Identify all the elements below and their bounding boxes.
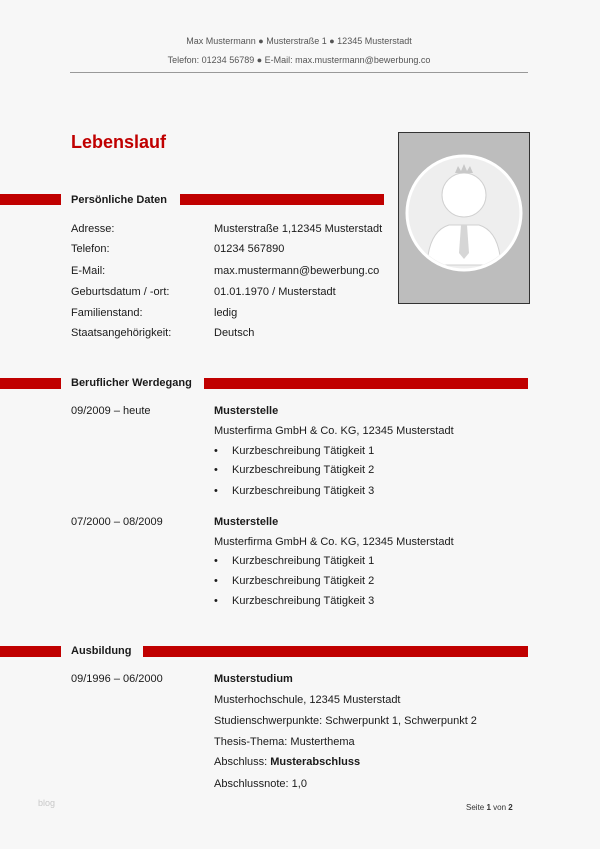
- section-bar-right: [204, 378, 528, 389]
- education-grade: Abschlussnote: 1,0: [214, 778, 307, 790]
- label-address: Adresse:: [71, 223, 115, 235]
- page-number: [466, 803, 513, 812]
- page-total: 2: [508, 803, 513, 812]
- bullet-icon: •: [214, 595, 218, 607]
- education-school: Musterhochschule, 12345 Musterstadt: [214, 694, 401, 706]
- education-program: Musterstudium: [214, 673, 293, 685]
- header-contact-line-1: Max Mustermann ● Musterstraße 1 ● 12345 Musterstadt: [186, 36, 412, 46]
- section-heading-education: Ausbildung: [71, 645, 132, 657]
- career-task-text: Kurzbeschreibung Tätigkeit 2: [232, 575, 375, 587]
- career-period: 07/2000 – 08/2009: [71, 516, 163, 528]
- section-heading-personal: Persönliche Daten: [71, 194, 167, 206]
- career-company: Musterfirma GmbH & Co. KG, 12345 Musterstadt: [214, 425, 454, 437]
- label-phone: Telefon:: [71, 243, 110, 255]
- profile-photo-placeholder: [398, 132, 530, 304]
- career-task-text: Kurzbeschreibung Tätigkeit 1: [232, 445, 375, 457]
- career-task: [214, 445, 374, 457]
- career-position: Musterstelle: [214, 516, 279, 528]
- page-middle: von: [490, 803, 509, 812]
- education-focus: Studienschwerpunkte: Schwerpunkt 1, Schwerpunkt 2: [214, 715, 477, 727]
- section-bar-left: [0, 646, 61, 657]
- header-divider: [70, 72, 528, 73]
- label-birth: Geburtsdatum / -ort:: [71, 286, 170, 298]
- page-current: 1: [486, 803, 491, 812]
- career-task: [214, 595, 374, 607]
- value-nationality: Deutsch: [214, 327, 255, 339]
- document-title: Lebenslauf: [71, 132, 167, 152]
- section-bar-left: [0, 194, 61, 205]
- section-bar-right: [180, 194, 384, 205]
- education-degree: [214, 756, 360, 768]
- career-task-text: Kurzbeschreibung Tätigkeit 3: [232, 595, 375, 607]
- section-bar-left: [0, 378, 61, 389]
- label-marital-status: Familienstand:: [71, 307, 143, 319]
- career-period: 09/2009 – heute: [71, 405, 151, 417]
- career-task-text: Kurzbeschreibung Tätigkeit 1: [232, 555, 375, 567]
- bullet-icon: •: [214, 445, 218, 457]
- career-position: Musterstelle: [214, 405, 279, 417]
- education-degree-value: Musterabschluss: [270, 756, 361, 768]
- education-degree-label: Abschluss:: [214, 756, 271, 768]
- career-task: [214, 555, 374, 567]
- career-task: [214, 485, 374, 497]
- label-email: E-Mail:: [71, 265, 106, 277]
- career-task: [214, 464, 374, 476]
- career-company: Musterfirma GmbH & Co. KG, 12345 Musterstadt: [214, 536, 454, 548]
- education-thesis: Thesis-Thema: Musterthema: [214, 736, 355, 748]
- label-nationality: Staatsangehörigkeit:: [71, 327, 172, 339]
- section-bar-right: [143, 646, 528, 657]
- career-task-text: Kurzbeschreibung Tätigkeit 3: [232, 485, 375, 497]
- value-marital-status: ledig: [214, 307, 238, 319]
- watermark: blog: [38, 798, 56, 808]
- career-task: [214, 575, 374, 587]
- career-task-text: Kurzbeschreibung Tätigkeit 2: [232, 464, 375, 476]
- avatar-placeholder-icon: [399, 133, 529, 303]
- value-birth: 01.01.1970 / Musterstadt: [214, 286, 336, 298]
- section-heading-career: Beruflicher Werdegang: [71, 377, 192, 389]
- bullet-icon: •: [214, 575, 218, 587]
- bullet-icon: •: [214, 555, 218, 567]
- header-contact-line-2: Telefon: 01234 56789 ● E-Mail: max.mustermann@bewerbung.co: [167, 55, 431, 65]
- value-phone: 01234 567890: [214, 243, 285, 255]
- page-prefix: Seite: [466, 803, 487, 812]
- value-address: Musterstraße 1,12345 Musterstadt: [214, 223, 383, 235]
- education-period: 09/1996 – 06/2000: [71, 673, 163, 685]
- bullet-icon: •: [214, 464, 218, 476]
- bullet-icon: •: [214, 485, 218, 497]
- value-email: max.mustermann@bewerbung.co: [214, 265, 380, 277]
